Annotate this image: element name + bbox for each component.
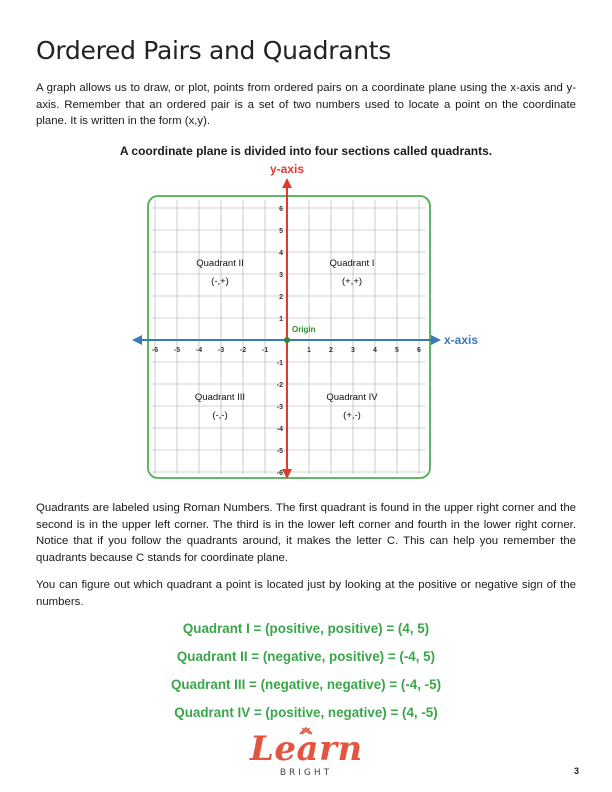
x-tick-label: -3 bbox=[217, 347, 225, 354]
y-tick-label: -6 bbox=[276, 470, 283, 477]
quadrant-2-name: Quadrant II bbox=[196, 258, 244, 269]
y-tick-label: -1 bbox=[276, 360, 283, 367]
page-number: 3 bbox=[574, 766, 580, 776]
quadrant-explanation-paragraph: Quadrants are labeled using Roman Numbers. The first quadrant is found in the upper right corner and the second is in the upper left corner. The third is in the lower left corner and fourth in the lower right corner. Notice that if you follow the quadrants around, it makes the letter C. This can help you remember the quadrants because C stands for coordinate plane. bbox=[36, 502, 576, 564]
x-tick-label: 2 bbox=[329, 347, 333, 354]
quadrant-4-name: Quadrant IV bbox=[326, 392, 378, 403]
y-tick-label: -3 bbox=[276, 404, 283, 411]
y-axis-arrow-up-icon bbox=[282, 178, 292, 188]
x-tick-label: 6 bbox=[417, 347, 421, 354]
page-title: Ordered Pairs and Quadrants bbox=[36, 36, 392, 65]
quadrant-1-signs: (+,+) bbox=[341, 276, 363, 287]
sign-explanation-paragraph: You can figure out which quadrant a point is located just by looking at the positive or negative sign of the numbers. bbox=[36, 579, 576, 608]
section-subtitle: A coordinate plane is divided into four sections called quadrants. bbox=[119, 144, 493, 158]
y-tick-label: -4 bbox=[276, 426, 283, 433]
logo-subtext: BRIGHT bbox=[279, 768, 333, 778]
quadrant-1-name: Quadrant I bbox=[329, 258, 375, 269]
x-tick-label: 5 bbox=[395, 347, 399, 354]
x-tick-label: 1 bbox=[307, 347, 311, 354]
x-axis-arrow-right-icon bbox=[431, 335, 441, 345]
quadrant-3-signs: (-,-) bbox=[212, 410, 228, 421]
y-tick-label: -5 bbox=[276, 448, 283, 455]
x-tick-label: -6 bbox=[151, 347, 159, 354]
x-tick-label: -5 bbox=[173, 347, 181, 354]
quadrant-2-signs: (-,+) bbox=[211, 276, 229, 287]
coordinate-plane bbox=[130, 162, 479, 480]
quadrant-4-rule: Quadrant IV = (positive, negative) = (4, -5) bbox=[174, 705, 438, 720]
logo-word: Learn bbox=[250, 729, 363, 769]
origin-point bbox=[284, 337, 290, 343]
learn-bright-logo bbox=[250, 728, 362, 784]
y-tick-label: -2 bbox=[276, 382, 283, 389]
intro-paragraph: A graph allows us to draw, or plot, points from ordered pairs on a coordinate plane using the x-axis and y-axis. Remember that an ordered pair is a set of two numbers used to locate a point on the coordinate plane. It is written in the form (x,y). bbox=[36, 82, 576, 127]
plane-border bbox=[148, 196, 430, 478]
x-tick-label: -4 bbox=[195, 347, 203, 354]
x-tick-label: -1 bbox=[261, 347, 269, 354]
y-tick-label: 2 bbox=[279, 294, 283, 301]
x-tick-label: -2 bbox=[239, 347, 247, 354]
x-axis-label: x-axis bbox=[444, 333, 479, 347]
y-axis-label: y-axis bbox=[269, 162, 305, 176]
quadrant-3-rule: Quadrant III = (negative, negative) = (-4, -5) bbox=[170, 677, 442, 692]
quadrant-4-signs: (+,-) bbox=[343, 410, 361, 421]
x-tick-label: 3 bbox=[351, 347, 355, 354]
y-tick-label: 5 bbox=[279, 228, 283, 235]
quadrant-3-name: Quadrant III bbox=[194, 392, 246, 403]
x-axis-arrow-left-icon bbox=[132, 335, 142, 345]
quadrant-1-rule: Quadrant I = (positive, positive) = (4, 5) bbox=[182, 621, 430, 636]
y-tick-label: 1 bbox=[279, 316, 283, 323]
quadrant-2-rule: Quadrant II = (negative, positive) = (-4, 5) bbox=[176, 649, 436, 664]
y-tick-label: 3 bbox=[279, 272, 283, 279]
origin-label: Origin bbox=[292, 325, 316, 334]
x-tick-label: 4 bbox=[373, 347, 377, 354]
y-tick-label: 4 bbox=[279, 250, 283, 257]
y-tick-label: 6 bbox=[279, 206, 283, 213]
